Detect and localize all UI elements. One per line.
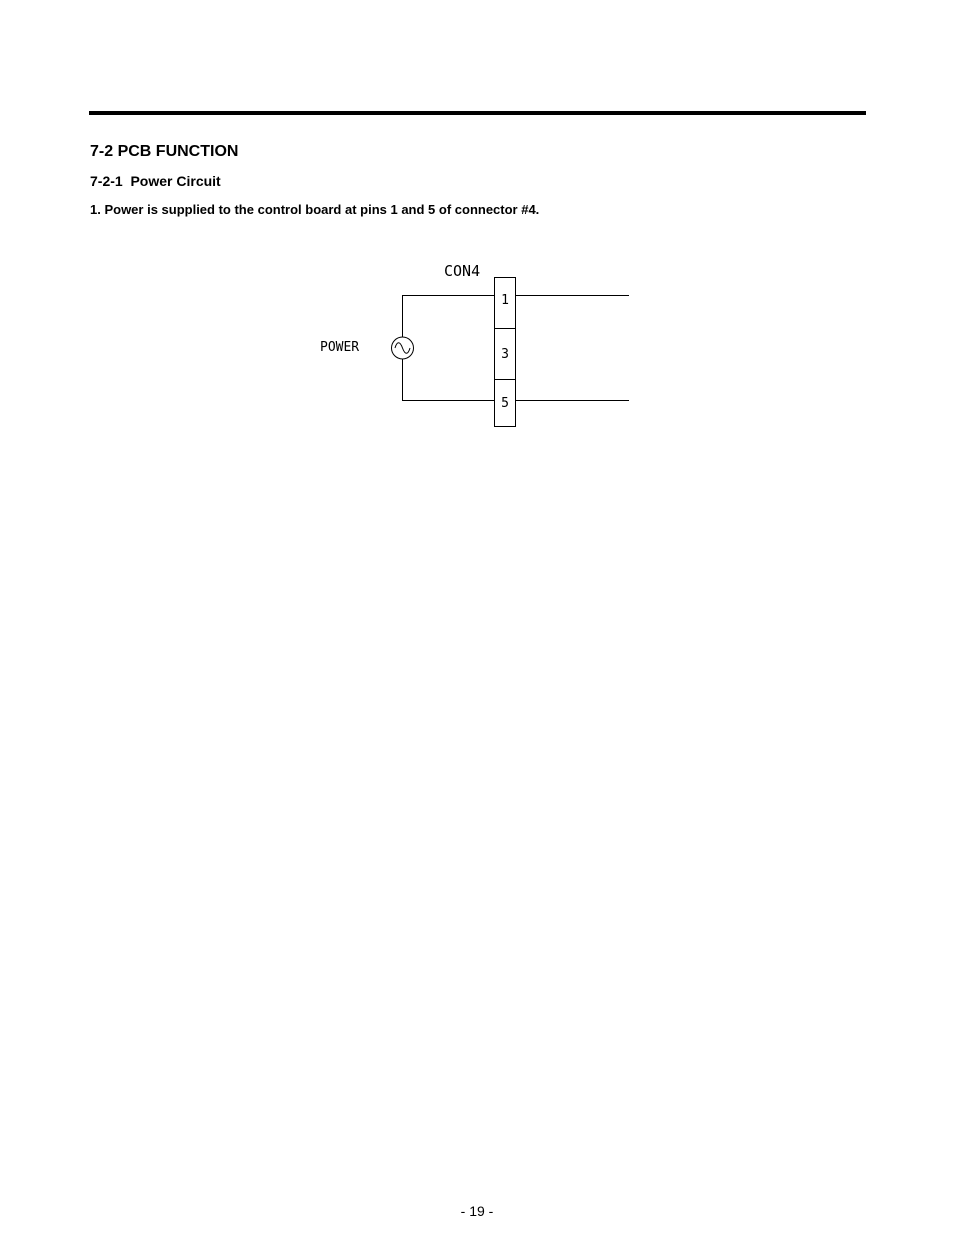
ac-source-icon	[392, 337, 414, 359]
pin-label-1: 1	[501, 293, 509, 308]
wire-pin-1-left	[403, 296, 495, 338]
section-title: 7-2 PCB FUNCTION	[90, 143, 239, 160]
pin-label-5: 5	[501, 396, 509, 411]
connector-label: CON4	[444, 262, 481, 280]
power-circuit-diagram	[300, 250, 640, 435]
body-paragraph: 1. Power is supplied to the control board at pins 1 and 5 of connector #4.	[90, 202, 540, 217]
header-rule	[89, 111, 866, 115]
pin-label-3: 3	[501, 347, 509, 362]
wire-pin-5-left	[403, 359, 495, 401]
page-number: - 19 -	[460, 1203, 494, 1219]
power-source-label: POWER	[320, 340, 360, 355]
subsection-title: 7-2-1 Power Circuit	[90, 173, 221, 189]
